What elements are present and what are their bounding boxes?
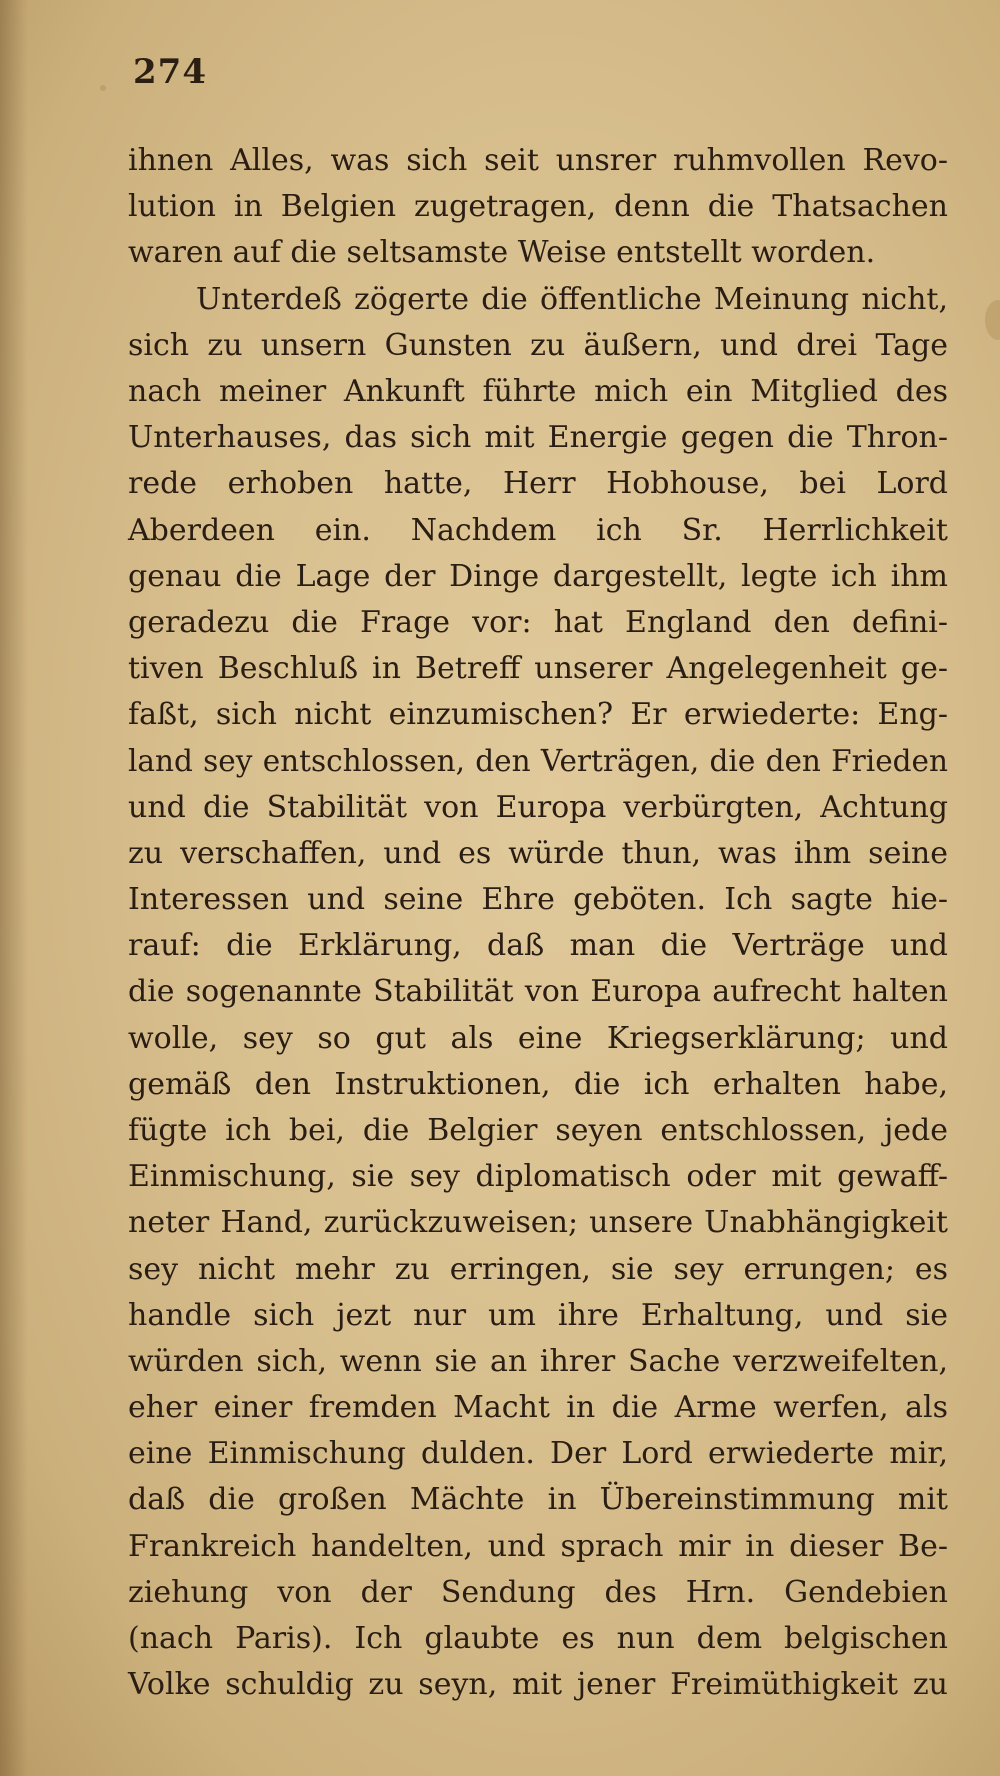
text-line: rede erhoben hatte, Herr Hobhouse, bei Lord bbox=[128, 466, 948, 502]
text-line: eher einer fremden Macht in die Arme werfen, als bbox=[128, 1390, 948, 1426]
text-line: würden sich, wenn sie an ihrer Sache verzweifelten, bbox=[128, 1343, 948, 1379]
text-line: nach meiner Ankunft führte mich ein Mitglied des bbox=[128, 373, 948, 409]
paper-stain bbox=[100, 85, 106, 91]
text-line: eine Einmischung dulden. Der Lord erwiederte mir, bbox=[128, 1436, 948, 1472]
text-line: sey nicht mehr zu erringen, sie sey errungen; es bbox=[128, 1251, 948, 1287]
text-line: Aberdeen ein. Nachdem ich Sr. Herrlichkeit bbox=[128, 512, 948, 548]
text-line: Unterhauses, das sich mit Energie gegen die Thron- bbox=[128, 420, 948, 456]
text-line: ihnen Alles, was sich seit unsrer ruhmvollen Revo- bbox=[128, 143, 948, 178]
text-line: handle sich jezt nur um ihre Erhaltung, und sie bbox=[128, 1297, 948, 1333]
text-line: und die Stabilität von Europa verbürgten, Achtung bbox=[128, 789, 948, 825]
text-line: wolle, sey so gut als eine Kriegserklärung; und bbox=[128, 1020, 948, 1056]
text-line: lution in Belgien zugetragen, denn die Thatsachen bbox=[128, 189, 948, 225]
text-line: gemäß den Instruktionen, die ich erhalten habe, bbox=[128, 1066, 948, 1102]
text-line: sich zu unsern Gunsten zu äußern, und drei Tage bbox=[128, 327, 948, 363]
text-line: faßt, sich nicht einzumischen? Er erwiederte: Eng- bbox=[128, 697, 948, 733]
text-line: waren auf die seltsamste Weise entstellt worden. bbox=[128, 235, 876, 271]
text-line: neter Hand, zurückzuweisen; unsere Unabhängigkeit bbox=[128, 1205, 948, 1241]
text-line: (nach Paris). Ich glaubte es nun dem belgischen bbox=[128, 1621, 948, 1656]
paper-stain bbox=[985, 300, 1000, 340]
body-text bbox=[128, 138, 948, 1708]
text-line: die sogenannte Stabilität von Europa aufrecht halten bbox=[128, 974, 948, 1010]
text-line: land sey entschlossen, den Verträgen, die den Frieden bbox=[128, 744, 948, 779]
page-number: 274 bbox=[133, 52, 207, 92]
text-line: fügte ich bei, die Belgier seyen entschlossen, jede bbox=[128, 1112, 948, 1148]
text-line: rauf: die Erklärung, daß man die Verträge und bbox=[128, 928, 948, 964]
text-line: ziehung von der Sendung des Hrn. Gendebien bbox=[128, 1574, 948, 1610]
text-line: Volke schuldig zu seyn, mit jener Freimüthigkeit zu bbox=[128, 1667, 948, 1703]
text-line: tiven Beschluß in Betreff unserer Angelegenheit ge- bbox=[128, 651, 948, 687]
text-line: Einmischung, sie sey diplomatisch oder mit gewaff- bbox=[128, 1159, 948, 1195]
text-line: Frankreich handelten, und sprach mir in dieser Be- bbox=[128, 1528, 948, 1564]
text-line: zu verschaffen, und es würde thun, was ihm seine bbox=[128, 835, 948, 871]
text-line: geradezu die Frage vor: hat England den defini- bbox=[128, 604, 948, 640]
text-line: daß die großen Mächte in Übereinstimmung mit bbox=[128, 1482, 948, 1518]
text-line: Unterdeß zögerte die öffentliche Meinung nicht, bbox=[196, 281, 948, 317]
text-line: Interessen und seine Ehre geböten. Ich sagte hie- bbox=[128, 882, 948, 917]
page-edge-shadow bbox=[0, 0, 28, 1776]
text-line: genau die Lage der Dinge dargestellt, legte ich ihm bbox=[128, 558, 948, 594]
